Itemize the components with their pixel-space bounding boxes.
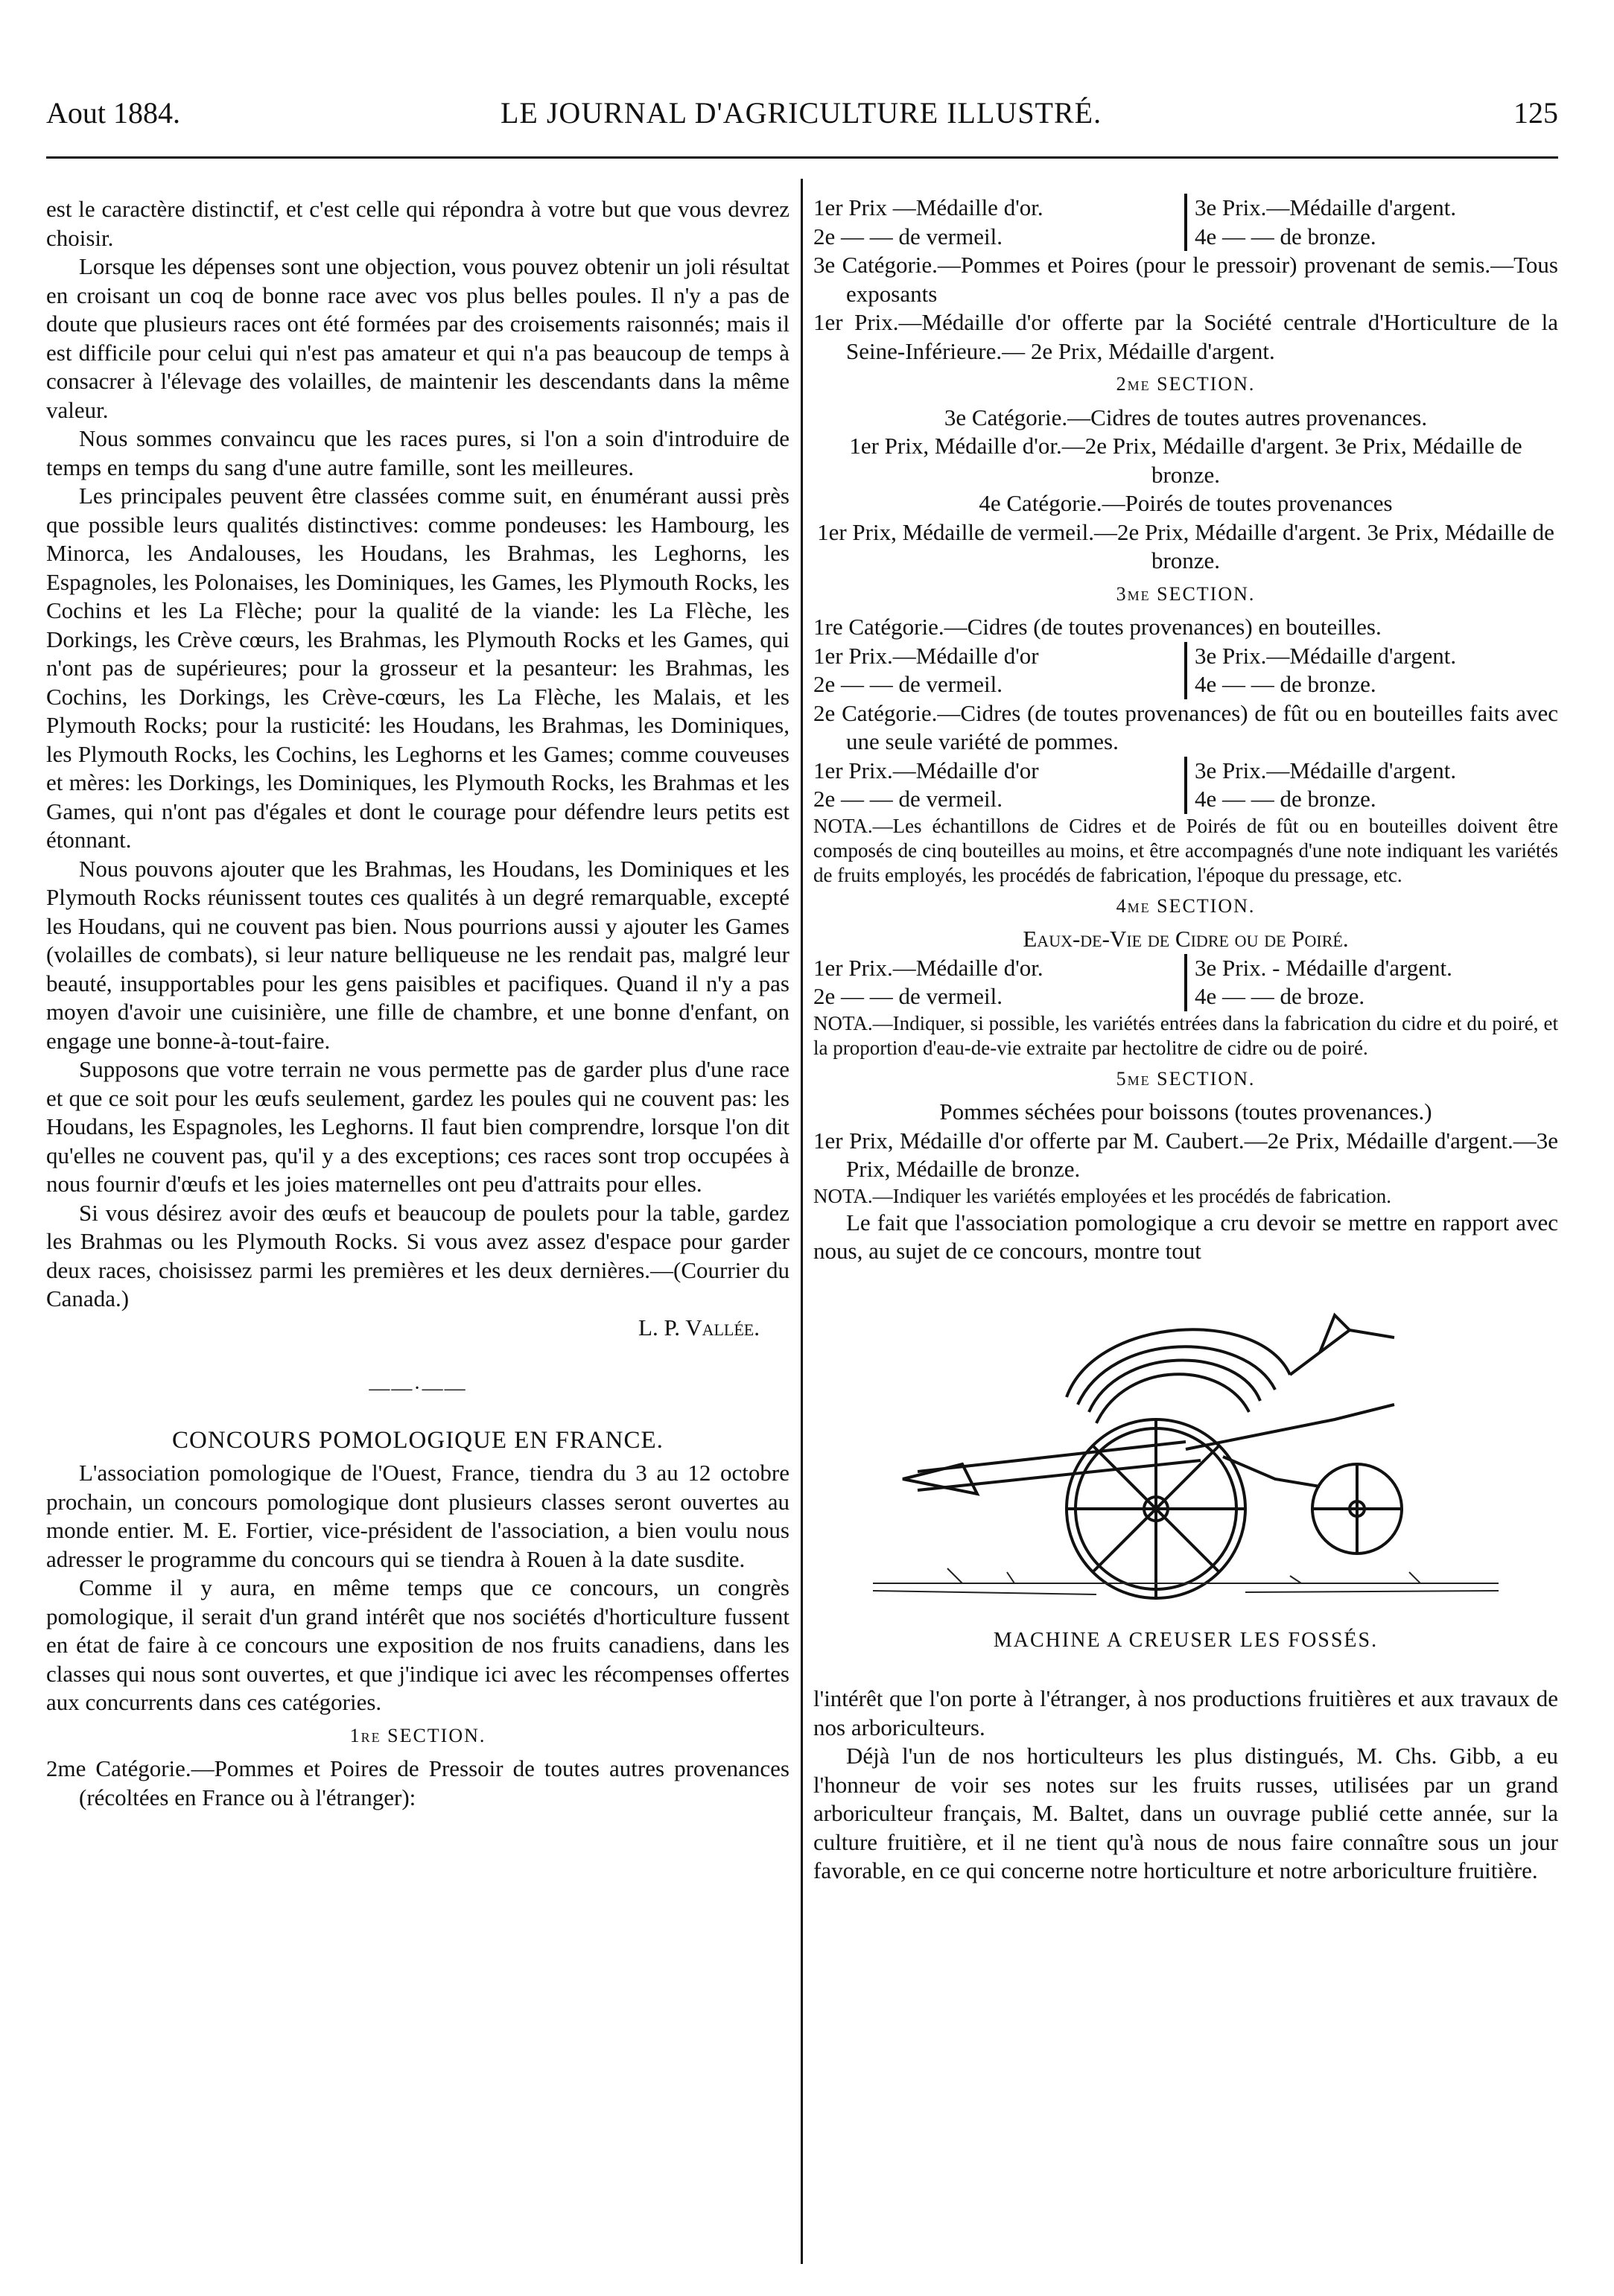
paragraph: Nous sommes convaincu que les races pures, si l'on a soin d'introduire de temps en temps du sang d'une autre famille, sont les meilleures.: [46, 425, 789, 480]
prize-cell: 1er Prix —Médaille d'or.: [813, 194, 1043, 220]
category-line: 3e Catégorie.—Cidres de toutes autres provenances.: [944, 404, 1428, 430]
right-column: [813, 194, 1558, 1886]
column-separator: [801, 179, 803, 2264]
section-heading: 4me SECTION.: [1116, 894, 1256, 917]
prize-divider: [1184, 757, 1187, 814]
prize-cell: 4e — — de bronze.: [1195, 671, 1376, 697]
prize-cell: 1er Prix.—Médaille d'or.: [813, 954, 1043, 981]
paragraph: est le caractère distinctif, et c'est celle qui répondra à votre but que vous devrez choisir.: [46, 196, 789, 251]
category-line: Pommes séchées pour boissons (toutes provenances.): [939, 1098, 1432, 1125]
prize-cell: 2e — — de vermeil.: [813, 983, 1003, 1009]
category-line: 3e Catégorie.—Pommes et Poires (pour le pressoir) provenant de semis.—Tous exposants: [813, 252, 1558, 307]
prize-divider: [1184, 954, 1187, 1011]
category-line: 2me Catégorie.—Pommes et Poires de Pressoir de toutes autres provenances (récoltées en France ou à l'étranger):: [46, 1755, 789, 1810]
paragraph: Les principales peuvent être classées comme suit, en énumérant aussi près que possible leurs qualités distinctives: comme pondeuses: les Hambourg, les Minorca, les Andalouses, les Houdans, les Brahmas, les Leghorns, les Espagnoles, les Polonaises, les Dominiques, les Games, les Plymouth Rocks, les Cochins et les La Flèche; pour la qualité de la viande: les La Flèche, les Dorkings, les Crève cœurs, les Brahmas, les Plymouth Rocks et les Games, qui n'ont pas de supérieures; pour la grosseur et la pesanteur: les Brahmas, les Cochins, les Dorkings, les Crève-cœurs, les La Flèche, les Malais, et les Plymouth Rocks; pour la rusticité: les Houdans, les Brahmas, les Dominiques, les Plymouth Rocks, les Cochins, les Leghorns et les Games; comme couveuses et mères: les Dorkings, les Dominiques, les Plymouth Rocks, les Brahmas et les Games, qui n'ont pas d'égales et dont le courage pour défendre leurs petits est étonnant.: [46, 483, 789, 853]
paragraph: l'intérêt que l'on porte à l'étranger, à nos productions fruitières et aux travaux de nos arboriculteurs.: [813, 1685, 1558, 1740]
prize-cell: 3e Prix. - Médaille d'argent.: [1195, 954, 1452, 981]
section-divider: ——·——: [369, 1377, 467, 1400]
prize-cell: 4e — — de broze.: [1195, 983, 1365, 1009]
header-rule: [46, 156, 1558, 159]
category-line: 2e Catégorie.—Cidres (de toutes provenances) de fût ou en bouteilles faits avec une seule variété de pommes.: [813, 699, 1558, 754]
signature-line: [46, 1314, 789, 1343]
prize-cell: 1er Prix.—Médaille d'or: [813, 642, 1039, 669]
prize-cell: 3e Prix.—Médaille d'argent.: [1195, 642, 1457, 669]
prize-table: [813, 642, 1558, 699]
section-heading: 3me SECTION.: [1116, 582, 1256, 605]
ditching-machine-illustration: [873, 1285, 1499, 1621]
prize-text: 1er Prix, Médaille d'or.—2e Prix, Médaille d'argent. 3e Prix, Médaille de bronze.: [849, 433, 1522, 488]
nota-text: NOTA.—Les échantillons de Cidres et de Poirés de fût ou en bouteilles doivent être composés de cinq bouteilles au moins, et être accompagnés d'une note indiquant les variétés de fruits employés, les procédés de fabrication, l'époque du pressage, etc.: [813, 814, 1558, 886]
page-number: 125: [1513, 96, 1558, 130]
nota-text: NOTA.—Indiquer les variétés employées et les procédés de fabrication.: [813, 1184, 1392, 1207]
paragraph: Déjà l'un de nos horticulteurs les plus distingués, M. Chs. Gibb, a eu l'honneur de voir ses notes sur les fruits russes, utilisées par un grand arboriculteur français, M. Baltet, dans un ouvrage publié cette année, sur la culture fruitière, et il ne tient qu'à nous de nous faire connaître sous un jour favorable, en ce qui concerne notre horticulture et notre arboriculture fruitière.: [813, 1743, 1558, 1883]
paragraph: Lorsque les dépenses sont une objection, vous pouvez obtenir un joli résultat en croisant un coq de bonne race avec vos plus belles poules. Il n'y a pas de doute que plusieurs races ont été formées par des croisements raisonnés; mais il est difficile pour celui qui n'est pas amateur et qui n'a pas beaucoup de temps à consacrer à l'élevage des volailles, de maintenir les descendants dans la même valeur.: [46, 253, 789, 423]
prize-text: 1er Prix, Médaille d'or offerte par M. Caubert.—2e Prix, Médaille d'argent.—3e Prix, Médaille de bronze.: [813, 1127, 1558, 1182]
prize-cell: 3e Prix.—Médaille d'argent.: [1195, 757, 1457, 783]
paragraph: L'association pomologique de l'Ouest, France, tiendra du 3 au 12 octobre prochain, un concours pomologique dont plusieurs classes seront ouvertes au monde entier. M. E. Fortier, vice-président de l'association, a bien voulu nous adresser le programme du concours qui se tiendra à Rouen à la date susdite.: [46, 1460, 789, 1572]
prize-divider: [1184, 642, 1187, 699]
prize-cell: 3e Prix.—Médaille d'argent.: [1195, 194, 1457, 220]
paragraph: Supposons que votre terrain ne vous permette pas de garder plus d'une race et que ce soit pour les œufs seulement, gardez les poules qui ne couvent pas: les Houdans, les Espagnoles, les Leghorns. Il faut bien comprendre, lorsque l'on dit qu'elles ne couvent pas, qu'il y a des exceptions; ces races sont trop occupées à nous fournir d'œufs et les joies maternelles ont peu d'attraits pour elles.: [46, 1056, 789, 1197]
article-title: CONCOURS POMOLOGIQUE EN FRANCE.: [172, 1426, 664, 1454]
prize-text: 1er Prix, Médaille de vermeil.—2e Prix, Médaille d'argent. 3e Prix, Médaille de bronze.: [817, 518, 1554, 573]
prize-text: 1er Prix.—Médaille d'or offerte par la Société centrale d'Horticulture de la Seine-Inférieure.— 2e Prix, Médaille d'argent.: [813, 309, 1558, 364]
paragraph: Comme il y aura, en même temps que ce concours, un congrès pomologique, il serait d'un grand intérêt que nos sociétés d'horticulture fussent en état de faire à ce concours une exposition de nos fruits canadiens, dans les classes qui nous sont ouvertes, et que j'indique ici avec les récompenses offertes aux concurrents dans ces catégories.: [46, 1574, 789, 1715]
paragraph: Nous pouvons ajouter que les Brahmas, les Houdans, les Dominiques et les Plymouth Rocks réunissent toutes ces qualités à un degré remarquable, excepté les Houdans, qui ne couvent pas bien. Nous pourrions aussi y ajouter les Games (volailles de combats), si leur nature belliqueuse ne les rendait pas, malgré leur beauté, insupportables pour les gens paisibles et pacifiques. Quand il n'y a pas moyen d'avoir une cuisinière, une fille de chambre, et une bonne d'enfant, on engage une bonne-à-tout-faire.: [46, 855, 789, 1054]
prize-cell: 4e — — de bronze.: [1195, 786, 1376, 812]
category-line: Eaux-de-Vie de Cidre ou de Poiré.: [1023, 926, 1349, 952]
paragraph: Si vous désirez avoir des œufs et beaucoup de poulets pour la table, gardez les Brahmas ou les Plymouth Rocks. Si vous avez assez d'espace pour garder deux races, choisissez parmi les premières et les deux dernières.—(Courrier du Canada.): [46, 1199, 789, 1311]
header-title: LE JOURNAL D'AGRICULTURE ILLUSTRÉ.: [501, 96, 1102, 130]
author-signature: L. P. Vallée.: [638, 1314, 760, 1341]
prize-table: [813, 757, 1558, 814]
paragraph: Le fait que l'association pomologique a cru devoir se mettre en rapport avec nous, au sujet de ce concours, montre tout: [813, 1209, 1558, 1264]
header-date: Aout 1884.: [46, 96, 180, 130]
figure-caption: MACHINE A CREUSER LES FOSSÉS.: [993, 1628, 1379, 1652]
running-header: [46, 95, 1558, 140]
prize-table: [813, 194, 1558, 251]
prize-cell: 2e — — de vermeil.: [813, 786, 1003, 812]
prize-cell: 1er Prix.—Médaille d'or: [813, 757, 1039, 783]
prize-cell: 4e — — de bronze.: [1195, 223, 1376, 249]
left-column: [46, 195, 789, 1812]
prize-table: [813, 954, 1558, 1011]
section-heading: 5me SECTION.: [1116, 1067, 1256, 1090]
section-heading: 2me SECTION.: [1116, 373, 1256, 395]
category-line: 1re Catégorie.—Cidres (de toutes provenances) en bouteilles.: [813, 614, 1382, 640]
category-line: 4e Catégorie.—Poirés de toutes provenances: [979, 490, 1393, 516]
prize-cell: 2e — — de vermeil.: [813, 671, 1003, 697]
section-heading: 1re SECTION.: [349, 1724, 486, 1746]
prize-cell: 2e — — de vermeil.: [813, 223, 1003, 249]
prize-divider: [1184, 194, 1187, 251]
nota-text: NOTA.—Indiquer, si possible, les variétés entrées dans la fabrication du cidre et du poiré, et la proportion d'eau-de-vie extraite par hectolitre de cidre ou de poiré.: [813, 1011, 1558, 1059]
